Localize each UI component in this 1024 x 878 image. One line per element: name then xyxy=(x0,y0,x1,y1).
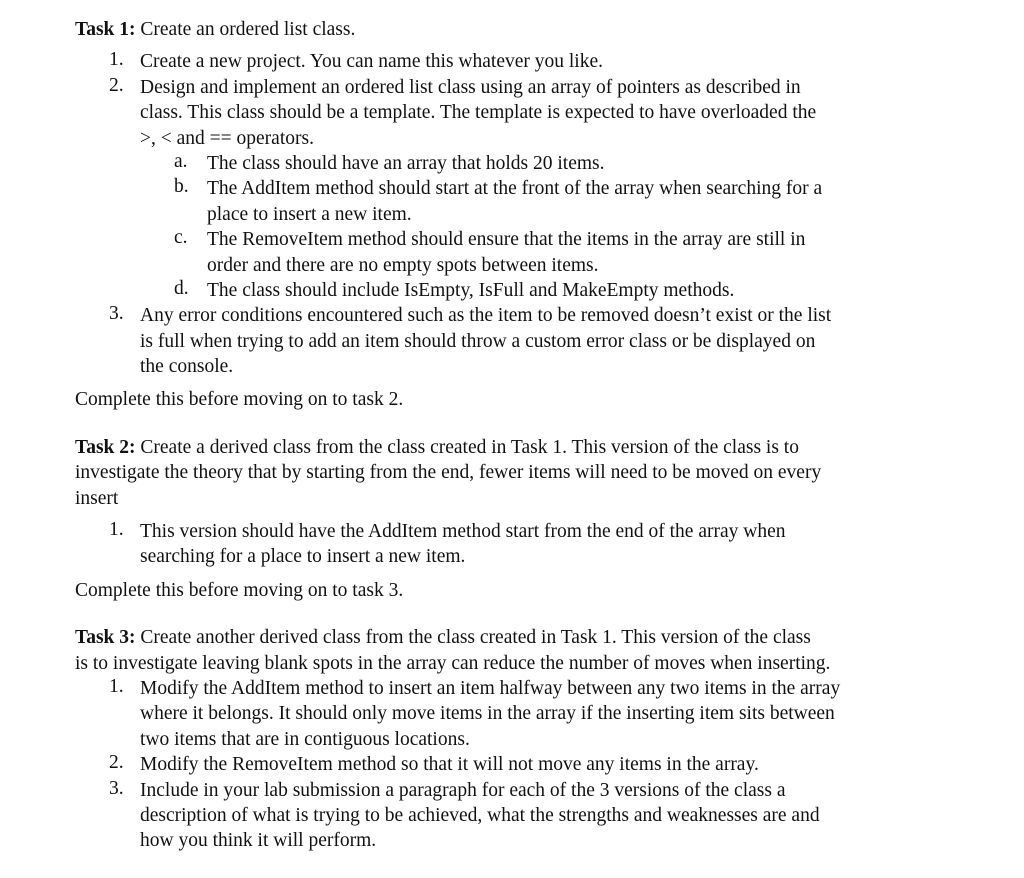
list-item-text: the console. xyxy=(140,356,234,378)
task-1-subitem-d xyxy=(75,278,945,303)
task-1-subitem-a xyxy=(75,151,945,176)
task-1-footer: Complete this before moving on to task 2. xyxy=(75,389,404,411)
list-number: 2. xyxy=(109,74,124,96)
list-item-text: This version should have the AddItem method start from the end of the array when xyxy=(140,521,786,543)
task-1-subitem-c xyxy=(75,227,945,278)
list-item-text: description of what is trying to be achieved, what the strengths and weaknesses are and xyxy=(140,804,820,826)
task-1-title-line xyxy=(75,17,945,42)
list-item-text: Include in your lab submission a paragraph for each of the 3 versions of the class a xyxy=(140,779,786,801)
list-number: 3. xyxy=(109,777,124,799)
document xyxy=(75,17,945,854)
task-2-intro-text: insert xyxy=(75,487,119,509)
task-2-section xyxy=(75,435,945,603)
sub-item-text: The RemoveItem method should ensure that the items in the array are still in xyxy=(207,229,806,251)
task-1-item-1 xyxy=(75,49,945,74)
task-2-item-1 xyxy=(75,519,945,570)
list-item-text: how you think it will perform. xyxy=(140,830,377,852)
task-3-intro-line xyxy=(75,625,945,650)
task-2-intro-line xyxy=(75,435,945,460)
list-number: 2. xyxy=(109,752,124,774)
task-3-heading: Task 3: xyxy=(75,627,136,649)
list-item-text: where it belongs. It should only move items in the array if the inserting item sits between xyxy=(140,703,835,725)
list-item-text: Any error conditions encountered such as the item to be removed doesn’t exist or the list xyxy=(140,305,832,327)
list-item-text: Modify the RemoveItem method so that it will not move any items in the array. xyxy=(140,754,759,776)
task-1-item-2 xyxy=(75,75,945,151)
task-3-item-1 xyxy=(75,676,945,752)
task-2-intro-text: Create a derived class from the class created in Task 1. This version of the class is to xyxy=(135,436,799,458)
task-2-footer: Complete this before moving on to task 3. xyxy=(75,579,404,601)
task-1-title: Create an ordered list class. xyxy=(135,19,356,40)
sub-item-text: The AddItem method should start at the front of the array when searching for a xyxy=(207,178,823,200)
task-1-section xyxy=(75,17,945,413)
list-letter: d. xyxy=(174,277,189,299)
list-letter: a. xyxy=(174,150,188,172)
list-letter: b. xyxy=(174,176,189,198)
task-3-item-2 xyxy=(75,752,945,777)
list-item-text: >, < and == operators. xyxy=(140,127,314,149)
list-number: 1. xyxy=(109,49,124,71)
list-item-text: searching for a place to insert a new item. xyxy=(140,546,466,568)
list-number: 1. xyxy=(109,675,124,697)
task-3-intro-text: is to investigate leaving blank spots in the array can reduce the number of moves when inserting. xyxy=(75,652,831,674)
sub-item-text: order and there are no empty spots between items. xyxy=(207,254,599,276)
list-number: 1. xyxy=(109,519,124,541)
list-item-text: Create a new project. You can name this whatever you like. xyxy=(140,51,603,73)
list-number: 3. xyxy=(109,303,124,325)
task-3-intro-text: Create another derived class from the class created in Task 1. This version of the class xyxy=(135,627,811,649)
task-2-heading: Task 2: xyxy=(75,436,136,458)
list-letter: c. xyxy=(174,227,188,249)
task-3-section xyxy=(75,625,945,854)
task-1-heading: Task 1: xyxy=(75,19,136,40)
task-1-subitem-b xyxy=(75,176,945,227)
list-item-text: class. This class should be a template. The template is expected to have overloaded the xyxy=(140,102,817,124)
list-item-text: is full when trying to add an item should throw a custom error class or be displayed on xyxy=(140,330,816,352)
sub-item-text: place to insert a new item. xyxy=(207,203,412,225)
list-item-text: two items that are in contiguous locations. xyxy=(140,728,470,750)
task-1-item-3 xyxy=(75,303,945,379)
task-3-item-3 xyxy=(75,778,945,854)
sub-item-text: The class should include IsEmpty, IsFull and MakeEmpty methods. xyxy=(207,279,735,301)
list-item-text: Modify the AddItem method to insert an item halfway between any two items in the array xyxy=(140,677,841,699)
list-item-text: Design and implement an ordered list class using an array of pointers as described in xyxy=(140,76,801,98)
task-2-intro-text: investigate the theory that by starting from the end, fewer items will need to be moved on every xyxy=(75,462,822,484)
sub-item-text: The class should have an array that holds 20 items. xyxy=(207,152,605,174)
